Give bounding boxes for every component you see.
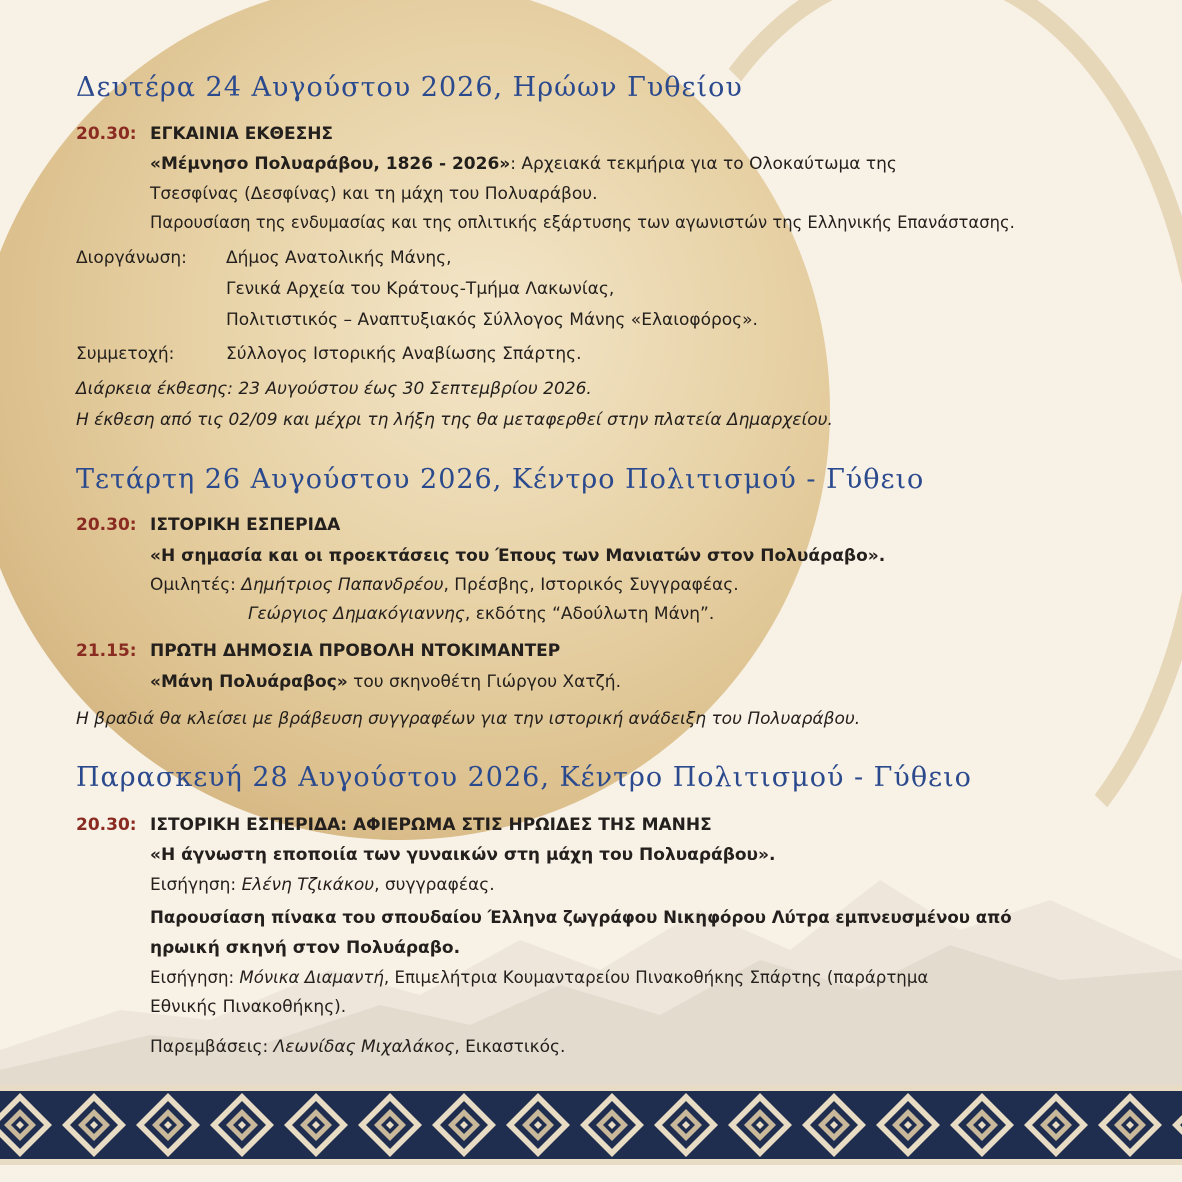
day1-exhibit-line1	[150, 154, 897, 174]
interv-role: , Εικαστικός.	[454, 1037, 566, 1057]
day1-exhibit-line2: Τσεσφίνας (Δεσφίνας) και τη μάχη του Πολυαράβου.	[150, 184, 598, 204]
documentary-desc: του σκηνοθέτη Γιώργου Χατζή.	[347, 672, 621, 692]
day2-event1-title: «Η σημασία και οι προεκτάσεις του Έπους των Μανιατών στον Πολυάραβο».	[150, 546, 886, 566]
day3-title: Παρασκευή 28 Αυγούστου 2026, Κέντρο Πολιτισμού - Γύθειο	[76, 762, 972, 793]
day3-intro1	[150, 875, 495, 895]
day2-time1: 20.30:	[76, 515, 137, 535]
bottom-strip	[0, 1165, 1182, 1182]
speaker2-role: , εκδότης “Αδούλωτη Μάνη”.	[464, 604, 715, 624]
interv-name: Λεωνίδας Μιχαλάκος	[273, 1037, 455, 1057]
woven-pattern-border	[0, 1085, 1182, 1165]
day2-note: Η βραδιά θα κλείσει με βράβευση συγγραφέων για την ιστορική ανάδειξη του Πολυαράβου.	[76, 709, 861, 729]
day1-title: Δευτέρα 24 Αυγούστου 2026, Ηρώων Γυθείου	[76, 72, 743, 103]
day3-interventions	[150, 1037, 565, 1057]
day2-title: Τετάρτη 26 Αυγούστου 2026, Κέντρο Πολιτισμού - Γύθειο	[76, 464, 925, 495]
day1-time: 20.30:	[76, 124, 137, 144]
speaker1-name: Δημήτριος Παπανδρέου	[241, 575, 444, 595]
day2-event1: ΙΣΤΟΡΙΚΗ ΕΣΠΕΡΙΔΑ	[150, 515, 341, 535]
participation-line: Σύλλογος Ιστορικής Αναβίωσης Σπάρτης.	[226, 344, 582, 364]
org-line2: Γενικά Αρχεία του Κράτους-Τμήμα Λακωνίας,	[226, 279, 615, 299]
intro2-name: Μόνικα Διαμαντή	[239, 968, 384, 987]
speaker1-role: , Πρέσβης, Ιστορικός Συγγραφέας.	[443, 575, 739, 595]
day1-exhibit-line3: Παρουσίαση της ενδυμασίας και της οπλιτικής εξάρτυσης των αγωνιστών της Ελληνικής Επανάστασης.	[150, 213, 1015, 232]
day3-event-title: «Η άγνωστη εποποιία των γυναικών στη μάχη του Πολυαράβου».	[150, 845, 776, 865]
speaker2-name: Γεώργιος Δημακόγιαννης	[248, 604, 465, 624]
speakers-line1	[150, 575, 739, 595]
day3-event: ΙΣΤΟΡΙΚΗ ΕΣΠΕΡΙΔΑ: ΑΦΙΕΡΩΜΑ ΣΤΙΣ ΗΡΩΙΔΕΣ ΤΗΣ ΜΑΝΗΣ	[150, 815, 712, 835]
day1-note2: Η έκθεση από τις 02/09 και μέχρι τη λήξη της θα μεταφερθεί στην πλατεία Δημαρχείου.	[76, 410, 833, 430]
exhibit-title: «Μέμνησο Πολυαράβου, 1826 - 2026»	[150, 154, 511, 174]
painting-line1: Παρουσίαση πίνακα του σπουδαίου Έλληνα ζωγράφου Νικηφόρου Λύτρα εμπνευσμένου από	[150, 908, 1012, 927]
documentary-title: «Μάνη Πολυάραβος»	[150, 672, 348, 692]
intro2-label: Εισήγηση:	[150, 968, 240, 987]
day2-event2-line	[150, 672, 621, 692]
participation-label: Συμμετοχή:	[76, 344, 175, 364]
day2-event2: ΠΡΩΤΗ ΔΗΜΟΣΙΑ ΠΡΟΒΟΛΗ ΝΤΟΚΙΜΑΝΤΕΡ	[150, 641, 561, 661]
day1-note1: Διάρκεια έκθεσης: 23 Αυγούστου έως 30 Σεπτεμβρίου 2026.	[76, 379, 592, 399]
day3-intro2	[150, 968, 928, 987]
org-line3: Πολιτιστικός – Αναπτυξιακός Σύλλογος Μάνης «Ελαιοφόρος».	[226, 310, 758, 330]
day2-time2: 21.15:	[76, 641, 137, 661]
speakers-label: Ομιλητές:	[150, 575, 236, 595]
org-line1: Δήμος Ανατολικής Μάνης,	[226, 248, 452, 268]
intro2-role: , Επιμελήτρια Κουμανταρείου Πινακοθήκης Σπάρτης (παράρτημα	[383, 968, 929, 987]
intro1-name: Ελένη Τζικάκου	[241, 875, 375, 895]
day1-event: ΕΓΚΑΙΝΙΑ ΕΚΘΕΣΗΣ	[150, 124, 334, 144]
intro1-role: , συγγραφέας.	[374, 875, 495, 895]
day3-time: 20.30:	[76, 815, 137, 835]
exhibit-desc1: : Αρχειακά τεκμήρια για το Ολοκαύτωμα της	[510, 154, 897, 174]
interv-label: Παρεμβάσεις:	[150, 1037, 274, 1057]
speakers-line2	[248, 604, 714, 624]
painting-line2: ηρωική σκηνή στον Πολυάραβο.	[150, 938, 461, 958]
org-label: Διοργάνωση:	[76, 248, 187, 268]
intro1-label: Εισήγηση:	[150, 875, 242, 895]
day3-intro2-cont: Εθνικής Πινακοθήκης).	[150, 997, 347, 1017]
